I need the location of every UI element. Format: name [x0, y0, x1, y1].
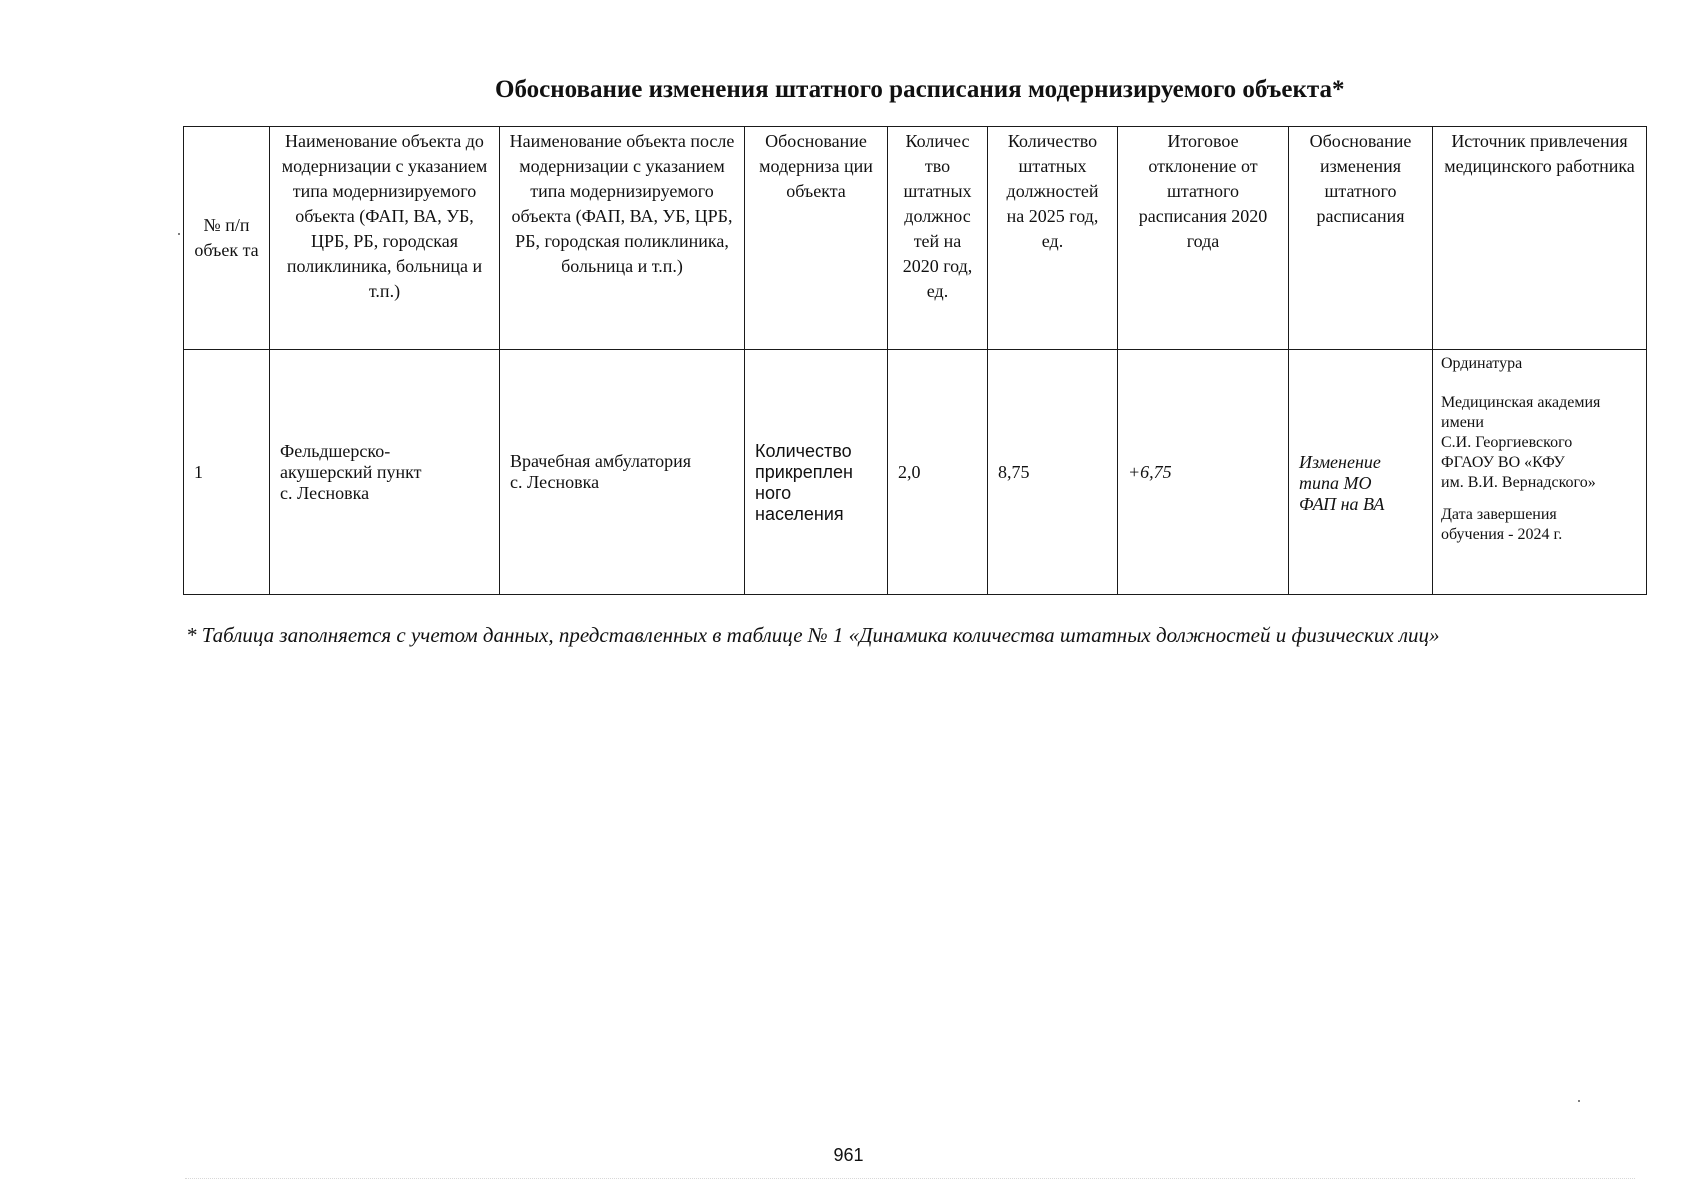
cell-staff-source: Ординатура Медицинская академия имени С.И. Георгиевского ФГАОУ ВО «КФУ им. В.И. Вернадского» Дата завершения обучения - 2024 г.	[1433, 350, 1647, 595]
cell-number: 1	[184, 350, 270, 595]
header-object-after: Наименование объекта после модернизации с указанием типа модернизируемого объекта (ФАП, ВА, УБ, ЦРБ, РБ, городская поликлиника, больница и т.п.)	[500, 127, 745, 350]
cell-staff-2025: 8,75	[988, 350, 1118, 595]
header-staff-source: Источник привлечения медицинского работника	[1433, 127, 1647, 350]
page-number: 961	[833, 1145, 864, 1165]
scan-artifact-line	[185, 1178, 1635, 1180]
header-staff-2025: Количество штатных должностей на 2025 год, ед.	[988, 127, 1118, 350]
cell-change-reason: Изменение типа МО ФАП на ВА	[1289, 350, 1433, 595]
header-total-deviation: Итоговое отклонение от штатного расписания 2020 года	[1118, 127, 1289, 350]
cell-modernization-justification: Количество прикреплен ного населения	[745, 350, 888, 595]
page-title: Обоснование изменения штатного расписания модернизируемого объекта*	[495, 76, 1345, 103]
cell-object-after: Врачебная амбулатория с. Лесновка	[500, 350, 745, 595]
staffing-table	[183, 126, 1647, 595]
table-header-row	[184, 127, 1647, 350]
scan-artifact-dot	[1578, 1100, 1580, 1102]
cell-total-deviation: +6,75	[1118, 350, 1289, 595]
footnote: * Таблица заполняется с учетом данных, представленных в таблице № 1 «Динамика количества штатных должностей и физических лиц»	[186, 623, 1440, 647]
header-modernization-justification: Обоснование модерниза ции объекта	[745, 127, 888, 350]
header-staff-2020: Количес тво штатных должнос тей на 2020 год, ед.	[888, 127, 988, 350]
scan-artifact-dot	[178, 233, 180, 235]
header-number: № п/п объек та	[184, 127, 270, 350]
header-object-before: Наименование объекта до модернизации с указанием типа модернизируемого объекта (ФАП, ВА, УБ, ЦРБ, РБ, городская поликлиника, больница и т.п.)	[270, 127, 500, 350]
cell-staff-2020: 2,0	[888, 350, 988, 595]
header-change-reason: Обоснование изменения штатного расписания	[1289, 127, 1433, 350]
table-row	[184, 350, 1647, 595]
cell-object-before: Фельдшерско- акушерский пункт с. Лесновка	[270, 350, 500, 595]
